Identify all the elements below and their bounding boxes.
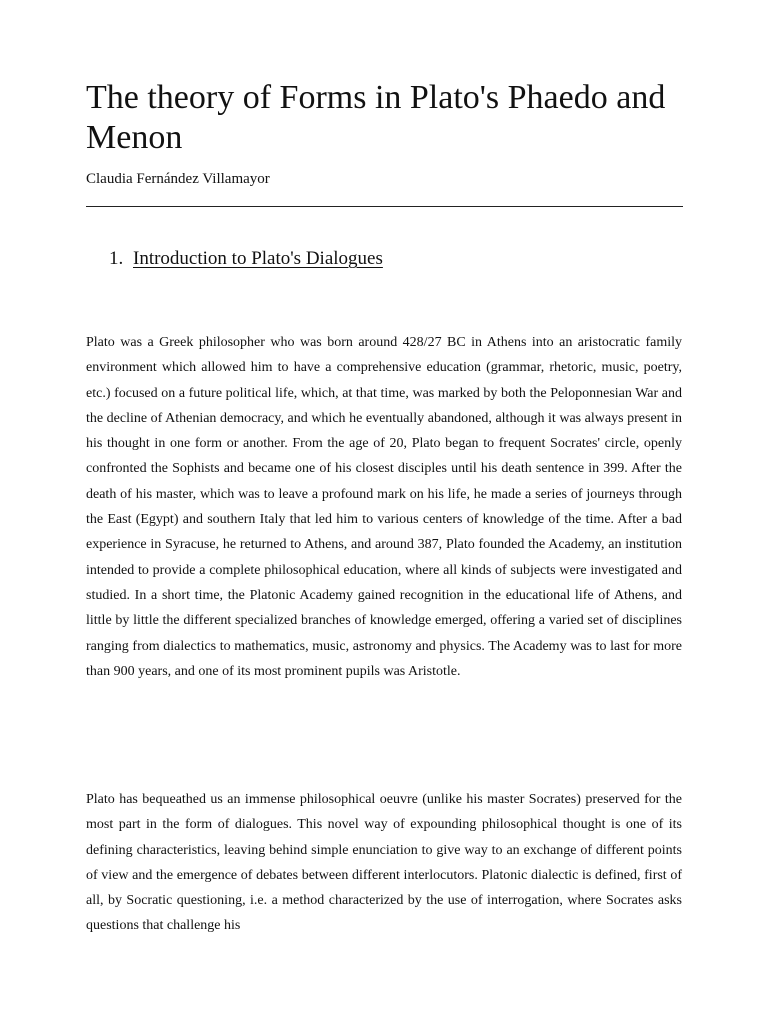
author-name: Claudia Fernández Villamayor: [86, 171, 270, 187]
section-heading: [109, 247, 383, 271]
section-title: Introduction to Plato's Dialogues: [133, 248, 383, 269]
title-divider: [86, 206, 683, 207]
body-paragraph: Plato has bequeathed us an immense philosophical oeuvre (unlike his master Socrates) preserved for the most part in the form of dialogues. This novel way of expounding philosophical thought is one of its defining characteristics, leaving behind simple enunciation to give way to an exchange of different points of view and the emergence of debates between different interlocutors. Platonic dialectic is defined, first of all, by Socratic questioning, i.e. a method characterized by the use of interrogation, where Socrates asks questions that challenge his: [86, 792, 682, 934]
document-title: The theory of Forms in Plato's Phaedo and Menon: [86, 79, 666, 156]
section-number: 1.: [109, 248, 124, 269]
body-paragraph: Plato was a Greek philosopher who was born around 428/27 BC in Athens into an aristocratic family environment which allowed him to have a comprehensive education (grammar, rhetoric, music, poetry, etc.) focused on a future political life, which, at that time, was marked by both the Peloponnesian War and the decline of Athenian democracy, and which he eventually abandoned, although it was always present in his thought in one form or another. From the age of 20, Plato began to frequent Socrates' circle, openly confronted the Sophists and became one of his closest disciples until his death sentence in 399. After the death of his master, which was to leave a profound mark on his life, he made a series of journeys through the East (Egypt) and southern Italy that led him to various centers of knowledge of the time. After a bad experience in Syracuse, he returned to Athens, and around 387, Plato founded the Academy, an institution intended to provide a complete philosophical education, where all kinds of subjects were investigated and studied. In a short time, the Platonic Academy gained recognition in the educational life of Athens, and little by little the different specialized branches of knowledge emerged, offering a varied set of disciplines ranging from dialectics to mathematics, music, astronomy and physics. The Academy was to last for more than 900 years, and one of its most prominent pupils was Aristotle.: [86, 335, 682, 679]
